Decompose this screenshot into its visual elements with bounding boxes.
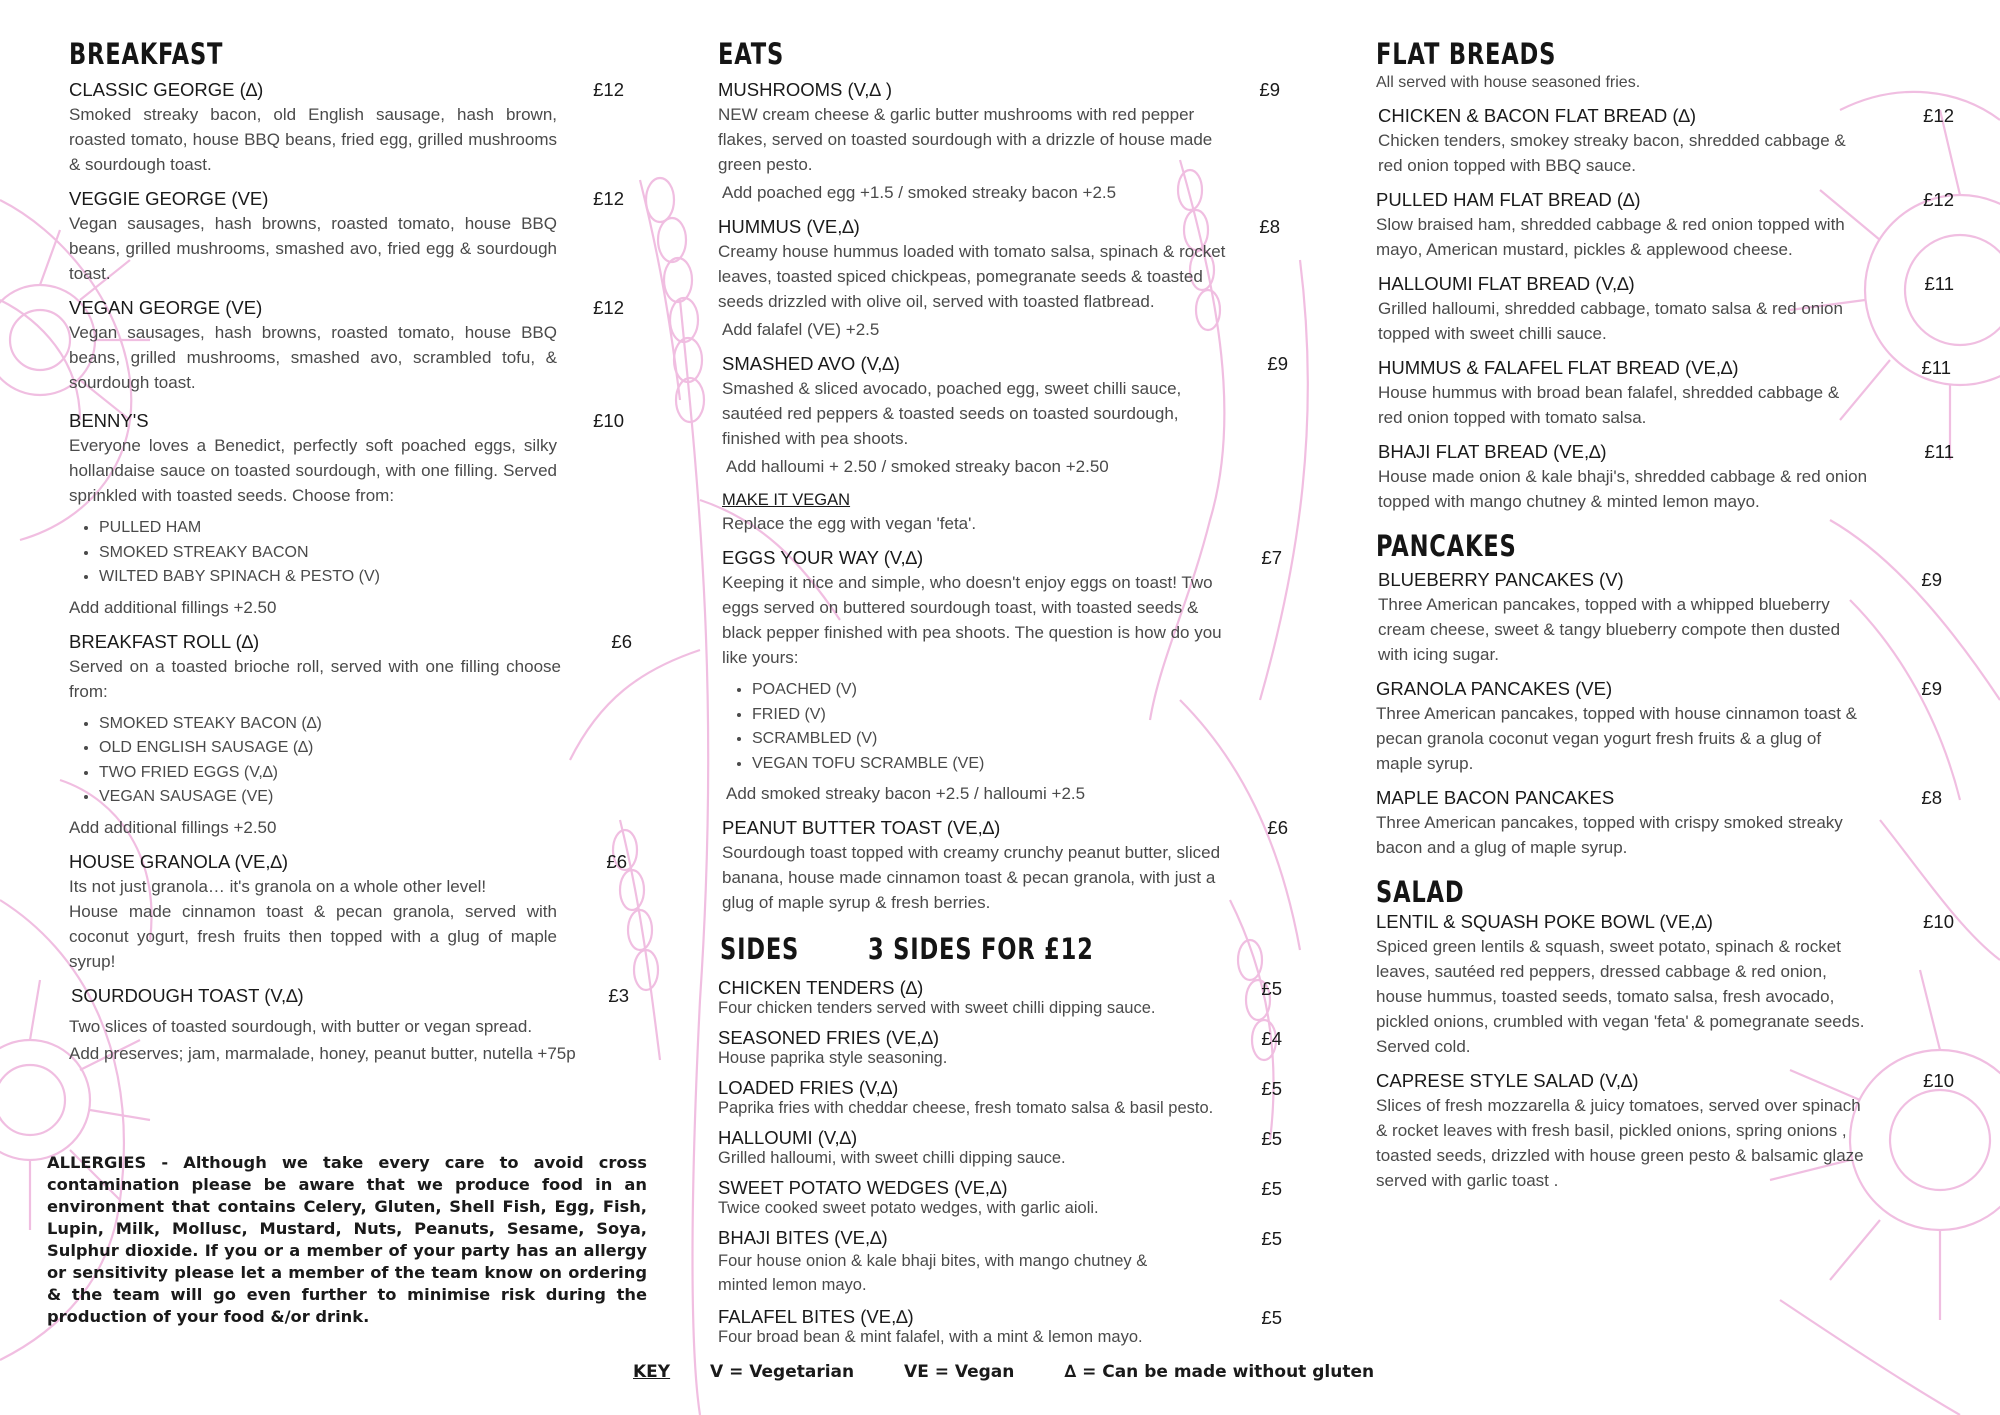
item-description: Slow braised ham, shredded cabbage & red onion topped with mayo, American mustard, pickles & applewood cheese. [1376,215,1845,259]
item-tagline: Its not just granola… it's granola on a whole other level! [69,876,487,896]
item-note: Add preserves; jam, marmalade, honey, peanut butter, nutella +75p [69,1043,576,1063]
item-name: PULLED HAM FLAT BREAD (∆) [1376,189,1641,210]
item-name: SMASHED AVO (V,∆) [722,353,900,374]
option-item: • FRIED (V) [752,703,1276,728]
item-description: Four broad bean & mint falafel, with a mint & lemon mayo. [718,1328,1143,1346]
item-description: Vegan sausages, hash browns, roasted tomato, house BBQ beans, grilled mushrooms, smashed avo, fried egg & sourdough toast. [69,214,557,283]
side-loaded-fries [718,1077,1282,1118]
side-sweet-potato-wedges [718,1177,1282,1218]
menu-item-sourdough-toast [69,984,629,1066]
item-name: BENNY'S [69,410,149,431]
item-price: £10 [593,410,624,431]
egg-options [722,678,1276,776]
item-description: Four house onion & kale bhaji bites, with mango chutney & minted lemon mayo. [718,1252,1148,1294]
flatbreads-column [1376,36,1954,1203]
item-name: VEGAN GEORGE (VE) [69,297,263,318]
item-name: MUSHROOMS (V,∆ ) [718,79,893,100]
menu-item-breakfast-roll [69,630,632,840]
side-falafel-bites [718,1306,1282,1347]
option-item: • OLD ENGLISH SAUSAGE (∆) [99,736,624,761]
item-description: Keeping it nice and simple, who doesn't enjoy eggs on toast! Two eggs served on buttered sourdough toast, with toasted seeds & black pepper finished with pea shoots. The question is how do you like yours: [722,573,1222,667]
item-description: Three American pancakes, topped with a whipped blueberry cream cheese, sweet & tangy blueberry compote then dusted with icing sugar. [1378,595,1841,664]
menu-item-bhaji-flatbread [1376,440,1954,514]
sides-offer: 3 SIDES FOR £12 [868,932,1094,966]
item-name: BLUEBERRY PANCAKES (V) [1378,569,1624,590]
key-gluten: ∆ = Can be made without gluten [1064,1362,1375,1382]
item-description: Slices of fresh mozzarella & juicy tomatoes, served over spinach & rocket leaves with fresh basil, pickled onions, spring onions , toasted seeds, drizzled with house green pesto & balsamic glaze served with garlic toast . [1376,1096,1864,1190]
item-name: CLASSIC GEORGE (∆) [69,79,264,100]
item-description: House hummus with broad bean falafel, shredded cabbage & red onion topped with tomato salsa. [1378,383,1840,427]
side-bhaji-bites [718,1227,1282,1297]
item-price: £6 [606,850,627,872]
item-name: LOADED FRIES (V,∆) [718,1077,899,1098]
item-price: £3 [608,984,629,1006]
item-description: Paprika fries with cheddar cheese, fresh tomato salsa & basil pesto. [718,1099,1214,1117]
item-name: HALLOUMI FLAT BREAD (V,∆) [1378,273,1635,294]
item-description: House paprika style seasoning. [718,1049,948,1067]
item-name: BHAJI FLAT BREAD (VE,∆) [1378,441,1607,462]
pancakes-heading: PANCAKES [1376,529,1517,563]
item-name: SOURDOUGH TOAST (V,∆) [71,984,304,1006]
option-item: • POACHED (V) [752,678,1276,703]
item-description: Served on a toasted brioche roll, served with one filling choose from: [69,656,561,701]
item-name: CAPRESE STYLE SALAD (V,∆) [1376,1070,1639,1091]
item-name: BREAKFAST ROLL (∆) [69,630,260,652]
item-description: Everyone loves a Benedict, perfectly soft poached eggs, silky hollandaise sauce on toasted sourdough, with one filling. Served sprinkled with toasted seeds. Choose from: [69,436,557,505]
item-name: LENTIL & SQUASH POKE BOWL (VE,∆) [1376,911,1713,932]
item-description: Grilled halloumi, with sweet chilli dipping sauce. [718,1149,1066,1167]
item-price: £10 [1923,911,1954,932]
item-note: Add additional fillings +2.50 [69,597,277,617]
option-item: • VEGAN SAUSAGE (VE) [99,785,624,810]
filling-options [69,516,624,590]
breakfast-column [69,36,632,1076]
item-name: CHICKEN & BACON FLAT BREAD (∆) [1378,105,1696,126]
item-name: VEGGIE GEORGE (VE) [69,188,269,209]
option-item: • SMOKED STEAKY BACON (∆) [99,712,624,737]
item-description: House made cinnamon toast & pecan granola, served with coconut yogurt, fresh fruits then topped with a glug of maple syrup! [69,901,557,971]
item-description: Twice cooked sweet potato wedges, with garlic aioli. [718,1199,1099,1217]
item-description: Spiced green lentils & squash, sweet potato, spinach & rocket leaves, sautéed red peppers, dressed cabbage & red onion, house hummus, toasted seeds, tomato salsa, fresh avocado, pickled onions, crumbled with vegan 'feta' & pomegranate seeds. Served cold. [1376,937,1865,1056]
menu-item-chicken-bacon-flatbread [1376,104,1954,178]
menu-item-mushrooms [718,78,1280,205]
menu-item-hummus-falafel-flatbread [1376,356,1954,430]
item-name: SWEET POTATO WEDGES (VE,∆) [718,1177,1008,1198]
item-price: £5 [1261,978,1282,999]
item-name: MAPLE BACON PANCAKES [1376,787,1615,808]
menu-item-smashed-avo [718,352,1288,536]
menu-item-caprese-style-salad [1376,1069,1954,1193]
key-vegan: VE = Vegan [904,1362,1015,1382]
dietary-key [633,1362,1393,1382]
flatbreads-heading: FLAT BREADS [1376,37,1557,71]
item-price: £8 [1921,787,1942,808]
item-price: £10 [1923,1070,1954,1091]
menu-item-blueberry-pancakes [1376,568,1954,667]
item-name: FALAFEL BITES (VE,∆) [718,1306,914,1327]
item-price: £5 [1261,1078,1282,1099]
menu-item-classic-george [69,78,624,177]
item-price: £5 [1261,1128,1282,1149]
menu-item-veggie-george [69,187,624,286]
menu-item-eggs-your-way [718,546,1282,806]
menu-item-bennys [69,409,624,620]
item-name: HALLOUMI (V,∆) [718,1127,858,1148]
filling-options [69,712,624,810]
item-description: Four chicken tenders served with sweet chilli dipping sauce. [718,999,1156,1017]
item-name: PEANUT BUTTER TOAST (VE,∆) [722,817,1001,838]
item-price: £12 [593,188,624,209]
item-price: £5 [1261,1228,1282,1249]
allergies-label: ALLERGIES [47,1153,147,1172]
item-price: £11 [1924,441,1954,462]
menu-item-pulled-ham-flatbread [1376,188,1954,262]
item-description: Vegan sausages, hash browns, roasted tomato, house BBQ beans, grilled mushrooms, smashed avo, scrambled tofu, & sourdough toast. [69,323,557,392]
item-price: £7 [1261,547,1282,568]
option-item: • WILTED BABY SPINACH & PESTO (V) [99,565,624,590]
item-price: £5 [1261,1307,1282,1328]
item-price: £12 [593,79,624,100]
item-price: £11 [1921,357,1951,378]
item-price: £9 [1921,569,1942,590]
item-description: Smashed & sliced avocado, poached egg, sweet chilli sauce, sautéed red peppers & toasted seeds on toasted sourdough, finished with pea shoots. [722,379,1182,448]
item-price: £9 [1259,79,1280,100]
option-item: • PULLED HAM [99,516,624,541]
item-name: HUMMUS & FALAFEL FLAT BREAD (VE,∆) [1378,357,1739,378]
item-description: Grilled halloumi, shredded cabbage, tomato salsa & red onion topped with sweet chilli sauce. [1378,299,1843,343]
item-price: £12 [1923,105,1954,126]
menu-item-peanut-butter-toast [718,816,1288,915]
item-description: House made onion & kale bhaji's, shredded cabbage & red onion topped with mango chutney & minted lemon mayo. [1378,467,1868,511]
sides-header [718,931,1276,971]
item-price: £12 [1923,189,1954,210]
item-description: Sourdough toast topped with creamy crunchy peanut butter, sliced banana, house made cinnamon toast & pecan granola, with just a glug of maple syrup & fresh berries. [722,843,1221,912]
item-description: Three American pancakes, topped with house cinnamon toast & pecan granola coconut vegan yogurt fresh fruits & a glug of maple syrup. [1376,704,1858,773]
item-description: Chicken tenders, smokey streaky bacon, shredded cabbage & red onion topped with BBQ sauce. [1378,131,1846,175]
item-description: Creamy house hummus loaded with tomato salsa, spinach & rocket leaves, toasted spiced chickpeas, pomegranate seeds & toasted seeds drizzled with olive oil, served with toasted flatbread. [718,242,1226,311]
menu-item-hummus [718,215,1280,342]
make-it-vegan-label: MAKE IT VEGAN [722,491,851,509]
allergies-notice [47,1152,647,1328]
option-item: • TWO FRIED EGGS (V,∆) [99,761,624,786]
option-item: • SMOKED STREAKY BACON [99,541,624,566]
menu-item-maple-bacon-pancakes [1376,786,1954,860]
menu-item-house-granola [69,850,627,974]
side-chicken-tenders [718,977,1282,1018]
menu-item-halloumi-flatbread [1376,272,1954,346]
option-item: • SCRAMBLED (V) [752,727,1276,752]
item-name: GRANOLA PANCAKES (VE) [1376,678,1613,699]
item-note: Add additional fillings +2.50 [69,817,277,837]
item-note: Add poached egg +1.5 / smoked streaky bacon +2.5 [722,183,1117,202]
side-seasoned-fries [718,1027,1282,1068]
item-name: HUMMUS (VE,∆) [718,216,860,237]
item-note: Add smoked streaky bacon +2.5 / halloumi +2.5 [726,784,1086,803]
item-name: CHICKEN TENDERS (∆) [718,977,924,998]
item-note: Add falafel (VE) +2.5 [722,320,880,339]
item-price: £5 [1261,1178,1282,1199]
eats-heading: EATS [718,37,785,71]
item-price: £11 [1924,273,1954,294]
item-description: Smoked streaky bacon, old English sausage, hash brown, roasted tomato, house BBQ beans, fried egg, grilled mushrooms & sourdough toast. [69,105,557,174]
item-name: BHAJI BITES (VE,∆) [718,1227,888,1248]
salad-heading: SALAD [1376,875,1465,909]
item-price: £9 [1267,353,1288,374]
item-price: £9 [1921,678,1942,699]
side-halloumi [718,1127,1282,1168]
sides-heading: SIDES [720,932,800,966]
flatbreads-subtitle: All served with house seasoned fries. [1376,74,1641,91]
item-price: £4 [1261,1028,1282,1049]
eats-column [718,36,1288,1356]
item-name: EGGS YOUR WAY (V,∆) [722,547,924,568]
menu-item-vegan-george [69,296,624,395]
item-description: Three American pancakes, topped with crispy smoked streaky bacon and a glug of maple syrup. [1376,813,1843,857]
key-title: KEY [633,1362,671,1382]
item-price: £6 [1267,817,1288,838]
item-note: Add halloumi + 2.50 / smoked streaky bacon +2.50 [726,457,1109,476]
make-it-vegan-text: Replace the egg with vegan 'feta'. [722,514,977,533]
item-price: £6 [611,630,632,652]
allergies-text: - Although we take every care to avoid cross contamination please be aware that we produce food in an environment that contains Celery, Gluten, Shell Fish, Egg, Fish, Lupin, Milk, Mollusc, Mustard, Nuts, Peanuts, Sesame, Soya, Sulphur dioxide. If you or a member of your party has an allergy or sensitivity please let a member of the team know on ordering & the team will go even further to minimise risk during the production of your food &/or drink. [47,1153,647,1326]
item-description: Two slices of toasted sourdough, with butter or vegan spread. [69,1016,533,1036]
item-name: SEASONED FRIES (VE,∆) [718,1027,940,1048]
item-name: HOUSE GRANOLA (VE,∆) [69,850,288,872]
menu-item-granola-pancakes [1376,677,1954,776]
key-vegetarian: V = Vegetarian [710,1362,855,1382]
option-item: • VEGAN TOFU SCRAMBLE (VE) [752,752,1276,777]
item-price: £8 [1259,216,1280,237]
item-price: £12 [593,297,624,318]
item-description: NEW cream cheese & garlic butter mushrooms with red pepper flakes, served on toasted sourdough with a drizzle of house made green pesto. [718,105,1213,174]
breakfast-heading: BREAKFAST [69,37,224,71]
menu-item-lentil-squash-poke-bowl [1376,910,1954,1059]
